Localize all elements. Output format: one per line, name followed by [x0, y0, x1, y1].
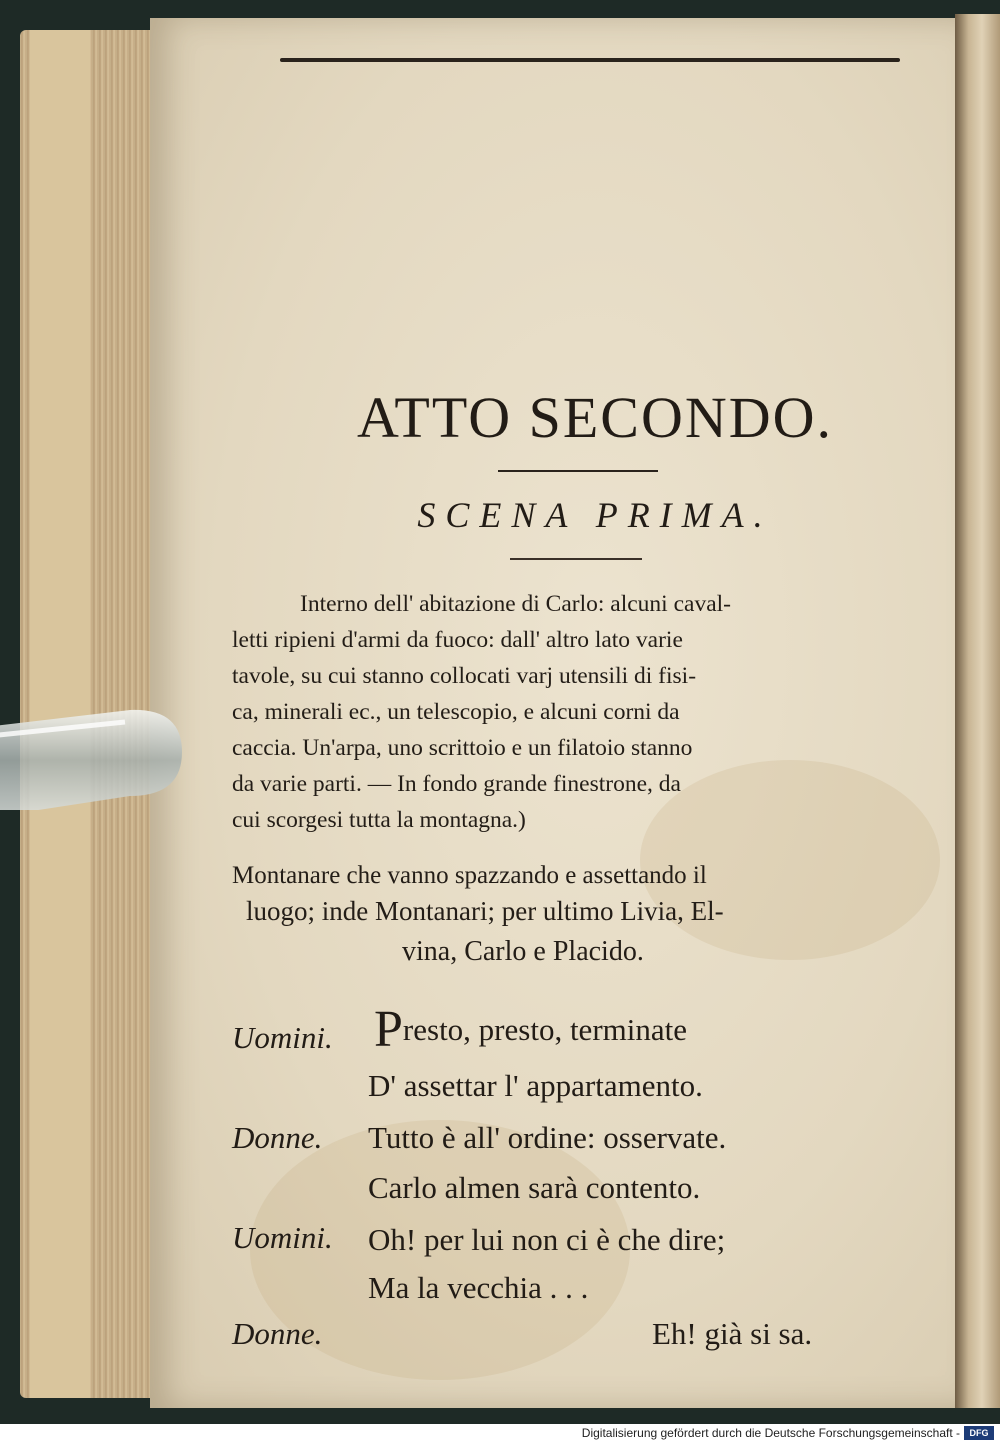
speaker-name: Uomini.	[232, 1020, 333, 1055]
stage-direction-line: cui scorgesi tutta la montagna.)	[232, 807, 526, 833]
speaker-name: Donne.	[232, 1316, 323, 1351]
stage-direction-line: Interno dell' abitazione di Carlo: alcuni caval-	[300, 591, 731, 617]
stage-direction-line: letti ripieni d'armi da fuoco: dall' altro lato varie	[232, 627, 683, 653]
verse-line: D' assettar l' appartamento.	[368, 1068, 703, 1103]
header-rule	[280, 58, 900, 62]
speaker-name: Uomini.	[232, 1220, 333, 1255]
act-title: ATTO SECONDO.	[356, 385, 834, 450]
verse-line: Carlo almen sarà contento.	[368, 1170, 701, 1205]
verse-line: Ma la vecchia . . .	[368, 1270, 589, 1305]
character-list-line: vina, Carlo e Placido.	[402, 936, 644, 967]
glass-rod	[0, 700, 190, 810]
stage-direction	[232, 586, 920, 838]
footer-text: Digitalisierung gefördert durch die Deutsche Forschungsgemeinschaft -	[581, 1426, 960, 1440]
drop-cap: P	[374, 1001, 403, 1058]
scene-title: SCENA PRIMA.	[417, 495, 773, 535]
verse-line: Oh! per lui non ci è che dire;	[368, 1222, 726, 1257]
title-divider	[498, 470, 658, 472]
scene-divider	[510, 558, 642, 560]
stage-direction-line: ca, minerali ec., un telescopio, e alcuni corni da	[232, 699, 680, 725]
speaker-name: Donne.	[232, 1120, 323, 1155]
stage-direction-line: caccia. Un'arpa, uno scrittoio e un filatoio stanno	[232, 735, 693, 761]
book-gutter	[955, 14, 1000, 1408]
verse-line	[374, 1001, 687, 1058]
verse-line: Tutto è all' ordine: osservate.	[368, 1120, 727, 1155]
character-list-line: Montanare che vanno spazzando e assettando il	[232, 862, 707, 889]
dfg-logo: DFG	[964, 1426, 994, 1440]
character-list-line: luogo; inde Montanari; per ultimo Livia, El-	[246, 896, 724, 926]
stage-direction-line: tavole, su cui stanno collocati varj utensili di fisi-	[232, 663, 697, 689]
stage-direction-line: da varie parti. — In fondo grande finestrone, da	[232, 771, 681, 797]
verse-line-rest: resto, presto, terminate	[402, 1012, 687, 1047]
digitization-footer	[0, 1424, 1000, 1444]
verse-line: Eh! già si sa.	[652, 1316, 813, 1351]
